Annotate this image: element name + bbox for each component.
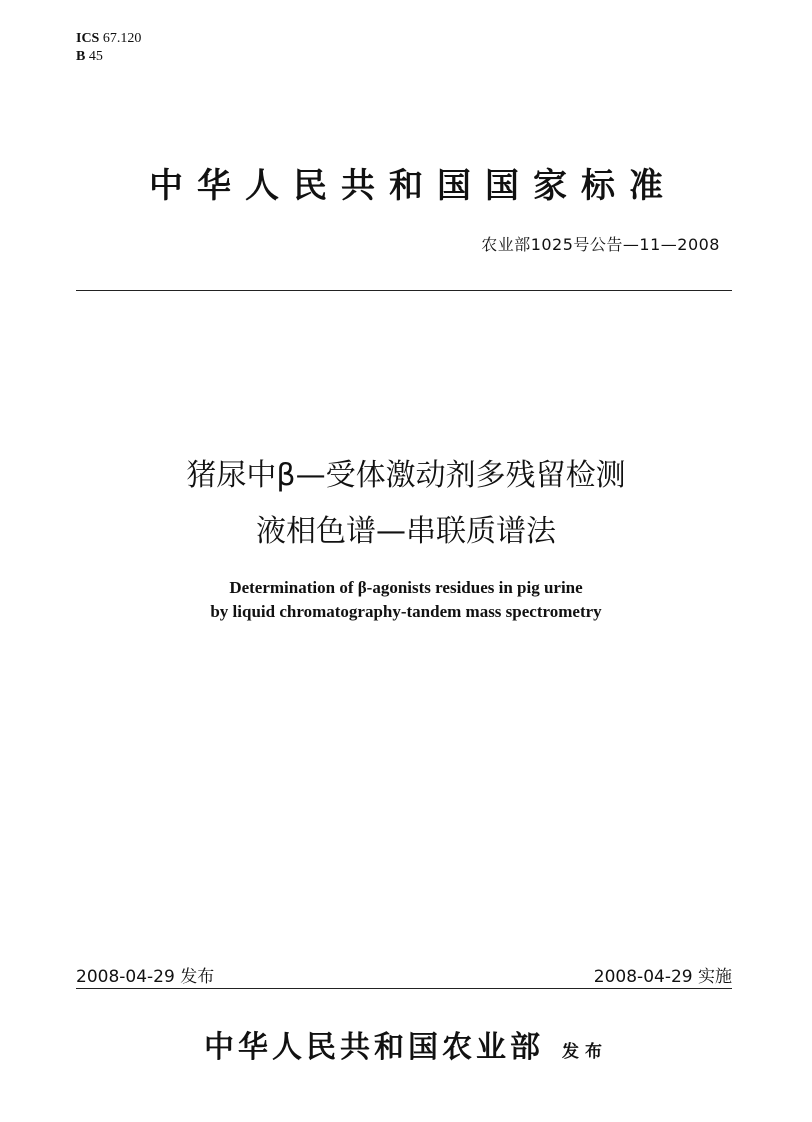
chinese-title <box>0 448 812 560</box>
english-title-line-2: by liquid chromatography-tandem mass spectrometry <box>210 602 602 621</box>
classification-codes <box>76 30 141 66</box>
english-title <box>0 576 812 624</box>
ics-code <box>76 30 141 48</box>
issuer-suffix: 发布 <box>562 1042 608 1062</box>
issuer-name: 中华人民共和国农业部 <box>204 1030 544 1065</box>
ics-label: ICS <box>76 31 100 46</box>
ccs-code <box>76 48 141 66</box>
issue-date: 2008-04-29 发布 <box>76 967 215 987</box>
ccs-label: B <box>76 49 86 64</box>
top-divider <box>76 290 732 291</box>
ics-value: 67.120 <box>102 31 142 46</box>
implementation-date: 2008-04-29 实施 <box>593 967 732 987</box>
english-title-line-1: Determination of β-agonists residues in pig urine <box>229 578 583 597</box>
standard-number: 农业部1025号公告—11—2008 <box>481 235 720 254</box>
standard-title: 中华人民共和国国家标准 <box>149 166 677 206</box>
issuer <box>0 1022 812 1066</box>
ccs-value: 45 <box>88 49 103 64</box>
chinese-title-line-1: 猪尿中β—受体激动剂多残留检测 <box>186 458 626 493</box>
chinese-title-line-2: 液相色谱—串联质谱法 <box>256 514 556 549</box>
bottom-divider <box>76 988 732 989</box>
